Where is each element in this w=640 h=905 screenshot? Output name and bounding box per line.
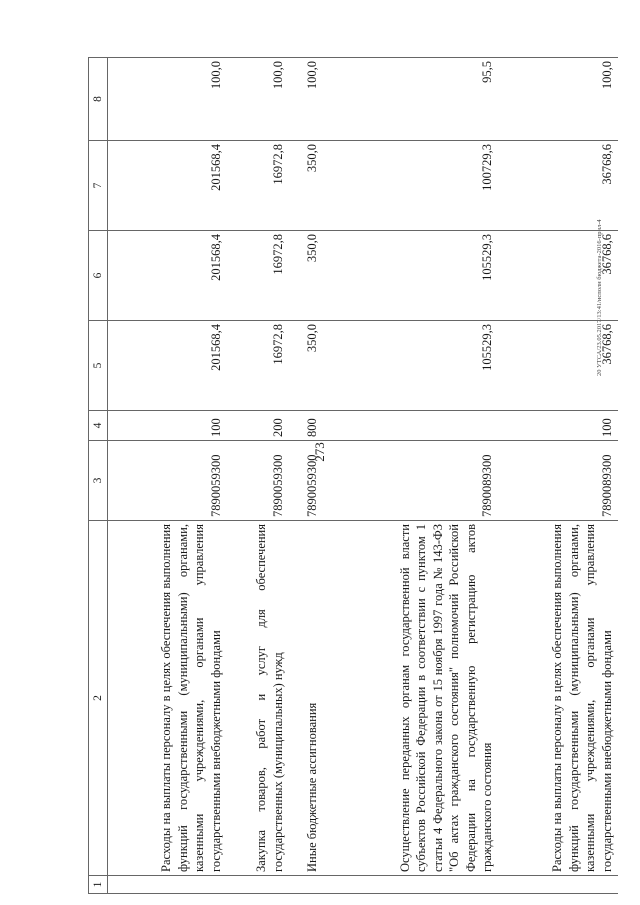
row-index-cell bbox=[227, 876, 289, 894]
row-index-cell bbox=[499, 876, 618, 894]
row-col6-value: 36768,6 bbox=[499, 231, 618, 321]
row-col7-value: 100729,3 bbox=[323, 141, 499, 231]
row-description: Расходы на выплаты персоналу в целях обеспечения выполнения функций государственными (муниципальными) органами, казенными учреждениями, органами управления государственными внебюджетными фондами bbox=[108, 521, 228, 876]
row-description: Иные бюджетные ассигнования bbox=[289, 521, 323, 876]
header-col-2: 2 bbox=[89, 521, 108, 876]
row-target-code: 7890059300 bbox=[108, 441, 228, 521]
row-col7-value: 16972,8 bbox=[227, 141, 289, 231]
row-expense-group: 800 bbox=[289, 411, 323, 441]
row-col6-value: 350,0 bbox=[289, 231, 323, 321]
row-col8-percent: 100,0 bbox=[289, 58, 323, 141]
row-expense-group bbox=[323, 411, 499, 441]
row-description: Осуществление переданных органам государственной власти субъектов Российской Федерации в соответствии с пунктом 1 статьи 4 Федерального закона от 15 ноября 1997 года № 143-ФЗ "Об актах гражданского состояния" полномочий Российской Федерации на государственную регистрацию актов гражданского состояния bbox=[323, 521, 499, 876]
header-col-3: 3 bbox=[89, 441, 108, 521]
header-col-7: 7 bbox=[89, 141, 108, 231]
table-row bbox=[108, 58, 228, 894]
row-description: Расходы на выплаты персоналу в целях обеспечения выполнения функций государственными (муниципальными) органами, казенными учреждениями, органами управления государственными внебюджетными фондами bbox=[499, 521, 618, 876]
header-col-1: 1 bbox=[89, 876, 108, 894]
header-col-6: 6 bbox=[89, 231, 108, 321]
row-col6-value: 105529,3 bbox=[323, 231, 499, 321]
page-number: 273 bbox=[312, 442, 327, 462]
table-row bbox=[323, 58, 499, 894]
table-row bbox=[499, 58, 618, 894]
table-row bbox=[289, 58, 323, 894]
row-col6-value: 201568,4 bbox=[108, 231, 228, 321]
row-target-code: 7890089300 bbox=[499, 441, 618, 521]
header-row bbox=[89, 58, 108, 894]
row-expense-group: 100 bbox=[499, 411, 618, 441]
row-target-code: 7890059300 bbox=[289, 441, 323, 521]
row-col8-percent: 100,0 bbox=[499, 58, 618, 141]
row-col5-value: 350,0 bbox=[289, 321, 323, 411]
row-col5-value: 36768,6 bbox=[499, 321, 618, 411]
header-col-8: 8 bbox=[89, 58, 108, 141]
row-col7-value: 350,0 bbox=[289, 141, 323, 231]
row-col8-percent: 100,0 bbox=[227, 58, 289, 141]
row-col5-value: 16972,8 bbox=[227, 321, 289, 411]
row-target-code: 7890059300 bbox=[227, 441, 289, 521]
row-col8-percent: 95,5 bbox=[323, 58, 499, 141]
row-expense-group: 100 bbox=[108, 411, 228, 441]
row-description: Закупка товаров, работ и услуг для обеспечения государственных (муниципальных) нужд bbox=[227, 521, 289, 876]
budget-table bbox=[88, 57, 618, 894]
row-col6-value: 16972,8 bbox=[227, 231, 289, 321]
header-col-4: 4 bbox=[89, 411, 108, 441]
document-footer-code: 20 УТСА/23.05.2017/13:41/исполн бюджета-2016-прил-4 bbox=[596, 219, 603, 376]
rotated-table-area bbox=[88, 58, 618, 894]
row-expense-group: 200 bbox=[227, 411, 289, 441]
row-col8-percent: 100,0 bbox=[108, 58, 228, 141]
header-col-5: 5 bbox=[89, 321, 108, 411]
row-target-code: 7890089300 bbox=[323, 441, 499, 521]
table-row bbox=[227, 58, 289, 894]
row-index-cell bbox=[289, 876, 323, 894]
row-index-cell bbox=[323, 876, 499, 894]
row-index-cell bbox=[108, 876, 228, 894]
row-col5-value: 105529,3 bbox=[323, 321, 499, 411]
row-col5-value: 201568,4 bbox=[108, 321, 228, 411]
row-col7-value: 201568,4 bbox=[108, 141, 228, 231]
row-col7-value: 36768,6 bbox=[499, 141, 618, 231]
